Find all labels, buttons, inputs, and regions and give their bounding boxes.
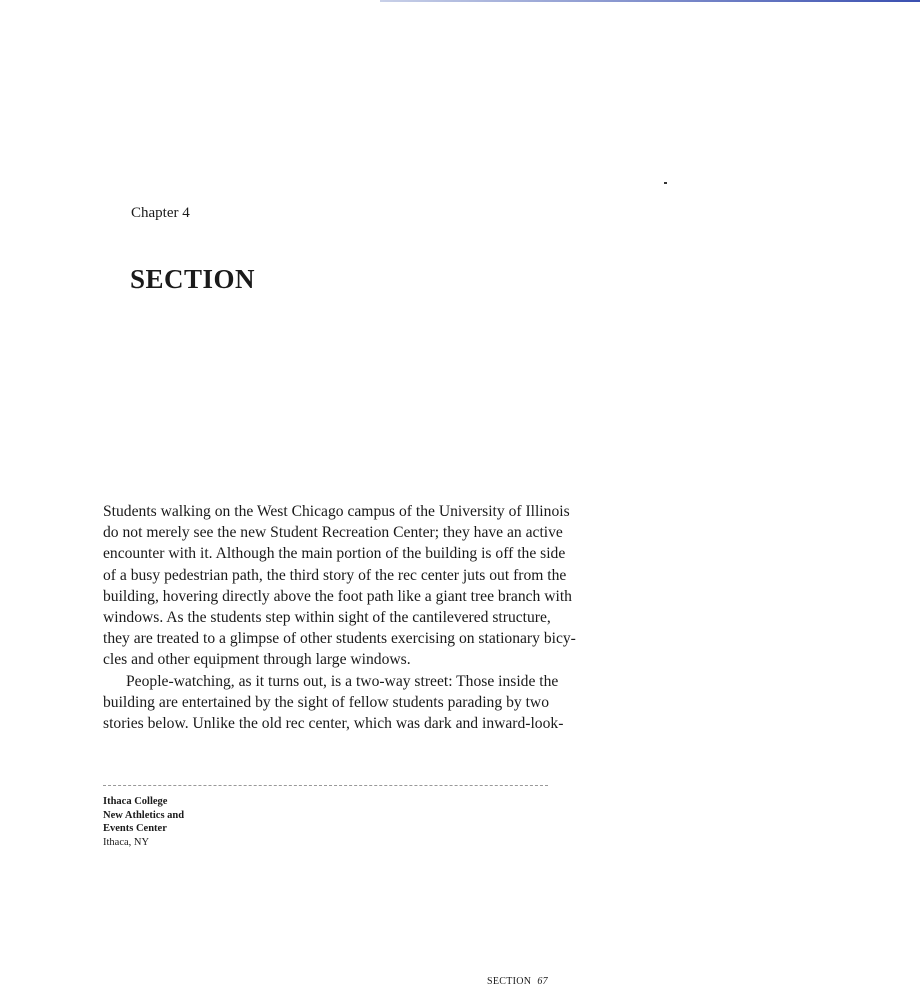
- scan-speck: [664, 182, 667, 184]
- caption-line: New Athletics and: [103, 809, 185, 821]
- text-line: encounter with it. Although the main portion of the building is off the side: [103, 545, 566, 563]
- chapter-label: Chapter 4: [131, 205, 190, 221]
- text-line: of a busy pedestrian path, the third story of the rec center juts out from the: [103, 566, 567, 584]
- scan-edge-line: [380, 0, 920, 2]
- text-line: they are treated to a glimpse of other students exercising on stationary bicy-: [103, 630, 576, 648]
- page-title: SECTION: [130, 264, 256, 294]
- text-line: People-watching, as it turns out, is a two-way street: Those inside the: [126, 672, 559, 690]
- text-line: Students walking on the West Chicago campus of the University of Illinois: [103, 503, 570, 520]
- page-number: 67: [537, 976, 548, 987]
- caption-divider: [103, 785, 548, 786]
- text-line: building, hovering directly above the foot path like a giant tree branch with: [103, 587, 572, 605]
- text-line: do not merely see the new Student Recreation Center; they have an active: [103, 524, 563, 542]
- caption-line: Ithaca College: [103, 796, 168, 807]
- caption-line: Events Center: [103, 823, 167, 834]
- page-footer: [487, 976, 548, 987]
- text-line: windows. As the students step within sight of the cantilevered structure,: [103, 608, 551, 626]
- text-line: cles and other equipment through large windows.: [103, 651, 411, 669]
- image-caption: [103, 795, 184, 849]
- running-footer: SECTION: [487, 976, 532, 987]
- body-text: [103, 501, 576, 734]
- text-line: building are entertained by the sight of fellow students parading by two: [103, 693, 549, 711]
- text-line: stories below. Unlike the old rec center, which was dark and inward-look-: [103, 714, 564, 732]
- caption-location: Ithaca, NY: [103, 836, 150, 848]
